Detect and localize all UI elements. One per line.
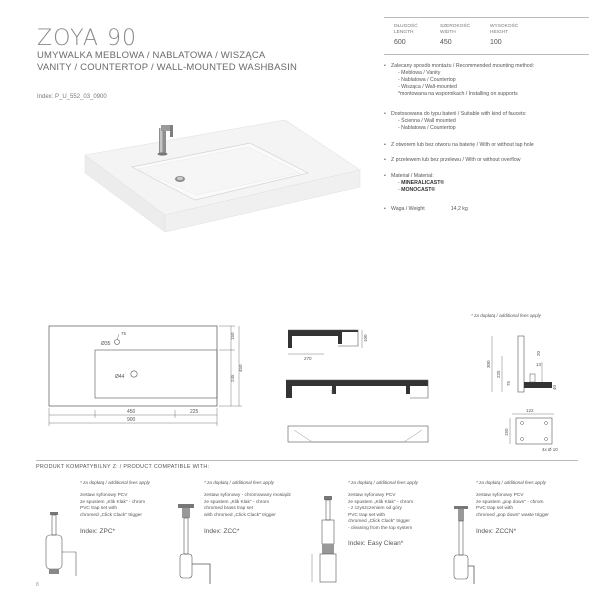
product-index: Index: P_U_552_03_0900: [37, 94, 107, 100]
dim-75: 75: [121, 331, 127, 336]
trap-easyclean-icon: [306, 494, 350, 588]
drain-hole-icon: [131, 371, 137, 377]
dim-100: 100: [363, 334, 368, 342]
dim-82: 82: [330, 389, 335, 394]
bracket-122: 122: [526, 408, 534, 413]
bracket-225: 225: [496, 370, 501, 378]
spec-weight: • Waga / Weight 14,2 kg: [384, 206, 468, 212]
dim-225: 225: [190, 409, 199, 415]
dim-150: 150: [230, 332, 235, 340]
compatible-item-zccn: * za dopłatą / additional fees apply zestaw syfonowy PCV ze spustem „pop down" - chrom PVC trap set with chromed „pop down" waste trigger Index: ZCCN*: [446, 480, 581, 590]
bracket-fees-note: * za dopłatą / additional fees apply: [471, 313, 541, 318]
trap-zccn-icon: [446, 504, 476, 588]
compatible-item-zcc: * za dopłatą / additional fees apply zestaw syfonowy - chromowany mosiądz ze spustem „Klik Klak" - chrom chromed brass trap set with chromed „Click Clack" trigger Index: ZCC*: [172, 480, 307, 590]
compatible-heading: PRODUKT KOMPATYBILNY Z: / PRODUCT COMPATIBLE WITH:: [36, 464, 210, 470]
bracket-drawing: [470, 322, 580, 454]
subtitle-pl: UMYWALKA MEBLOWA / NABLATOWA / WISZĄCA: [37, 50, 266, 61]
dim-width: SZEROKOŚĆ WIDTH 450: [440, 24, 471, 46]
spec-material: • Materiał / Material: - MINERALICAST® - MONOCAST®: [384, 173, 445, 193]
compatible-item-zpc: * za dopłatą / additional fees apply zestaw syfonowy PCV ze spustem „Klik Klak" - chrom PVC trap set with chromed „Click Clack" trigger Index: ZPC*: [36, 480, 171, 590]
dim-length: DŁUGOŚĆ LENGTH 600: [394, 24, 418, 46]
bracket-20: 20: [536, 350, 541, 356]
page-number: 8: [36, 582, 39, 588]
dim-450-vertical: 450: [238, 364, 243, 372]
spec-overflow: • Z przelewem lub bez przelewu / With or without overflow: [384, 157, 521, 163]
dimension-table: [384, 17, 589, 55]
dim-height: WYSOKOŚĆ HEIGHT 100: [490, 24, 519, 46]
bracket-holes: 4x Ø 10: [542, 447, 558, 452]
dim-900: 900: [127, 417, 136, 423]
bracket-300: 300: [486, 360, 491, 368]
bracket-75: 75: [506, 380, 511, 386]
tap-hole-icon: [115, 340, 120, 345]
product-title: ZOYA 90: [37, 26, 137, 51]
washbasin-render: [70, 115, 370, 235]
dim-d44: Ø44: [115, 374, 125, 380]
trap-zpc-icon: [36, 510, 80, 588]
dim-d35: Ø35: [101, 341, 111, 347]
dim-450: 450: [127, 409, 136, 415]
trap-zcc-icon: [172, 502, 216, 588]
divider: [384, 54, 589, 55]
spec-mounting: • Zalecany sposób montażu / Recommended mounting method: - Meblowa / Vanity - Nablatowa / Countertop - Wisząca / Wall-mounted *montowana na wspornikach / Installing on supports: [384, 63, 535, 97]
bracket-150: 150: [504, 428, 509, 436]
top-view-drawing: [35, 322, 250, 432]
section-views-drawing: [278, 322, 450, 450]
dim-270: 270: [304, 356, 312, 361]
dim-245: 245: [230, 374, 235, 382]
spec-faucet: • Dostosowana do typu baterii / Suitable with kind of faucets: - Ścienna / Wall mounted - Nablatowa / Countertop: [384, 111, 527, 131]
spec-hole: • Z otworem lub bez otworu na baterię / With or without tap hole: [384, 142, 534, 148]
divider: [36, 460, 578, 461]
compatible-item-easyclean: * za dopłatą / additional fees apply zestaw syfonowy PCV ze spustem „Klik Klak" - chrom - z czyszczeniem od góry PVC trap set with chromed „Click Clack" trigger - cleaning from the top system Index: Easy Clean*: [306, 480, 446, 590]
bracket-40: 40: [552, 384, 557, 390]
subtitle-en: VANITY / COUNTERTOP / WALL-MOUNTED WASHBASIN: [37, 62, 298, 73]
bracket-13: 13: [536, 362, 542, 367]
